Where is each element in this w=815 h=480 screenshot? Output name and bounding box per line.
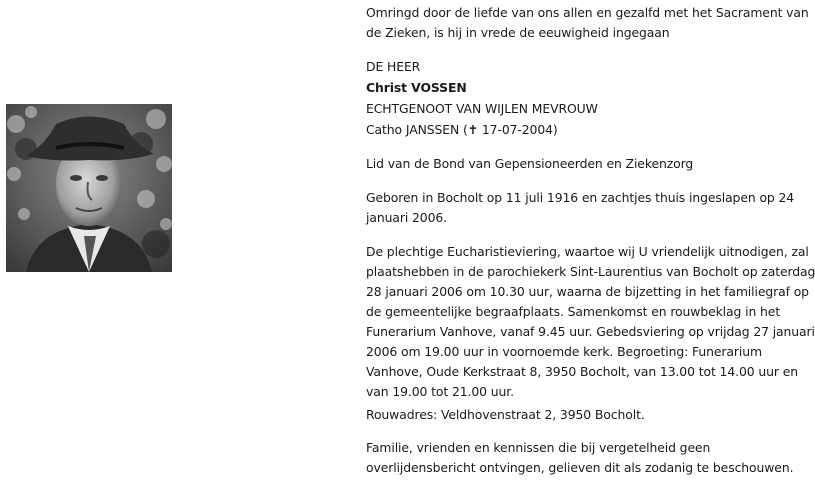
intro-line-2: de Zieken, is hij in vrede de eeuwigheid ingegaan (366, 25, 670, 40)
portrait-photo (6, 104, 172, 272)
ceremony-line-3: 28 januari 2006 om 10.30 uur, waarna de bijzetting in het familiegraf op (366, 284, 809, 299)
ceremony-line-1: De plechtige Eucharistieviering, waartoe wij U vriendelijk uitnodigen, zal (366, 244, 809, 259)
spouse-line-1: ECHTGENOOT VAN WIJLEN MEVROUW (366, 101, 598, 116)
ceremony-line-5: Funerarium Vanhove, vanaf 9.45 uur. Gebedsviering op vrijdag 27 januari (366, 324, 815, 339)
ceremony-line-2: plaatshebben in de parochiekerk Sint-Laurentius van Bocholt op zaterdag (366, 264, 815, 279)
deceased-name: Christ VOSSEN (366, 80, 467, 95)
mourning-address: Rouwadres: Veldhovenstraat 2, 3950 Bocholt. (366, 407, 645, 422)
honorific: DE HEER (366, 59, 421, 74)
closing-line-2: overlijdensbericht ontvingen, gelieven dit als zodanig te beschouwen. (366, 460, 794, 475)
intro-line-1: Omringd door de liefde van ons allen en gezalfd met het Sacrament van (366, 5, 809, 20)
portrait-illustration (6, 104, 172, 272)
membership: Lid van de Bond van Gepensioneerden en Ziekenzorg (366, 156, 694, 171)
ceremony-line-6: 2006 om 19.00 uur in voornoemde kerk. Begroeting: Funerarium (366, 344, 762, 359)
spouse-line-2: Catho JANSSEN (✝ 17-07-2004) (366, 122, 558, 137)
ceremony-line-7: Vanhove, Oude Kerkstraat 8, 3950 Bocholt, van 13.00 tot 14.00 uur en (366, 364, 798, 379)
ceremony-line-8: van 19.00 tot 21.00 uur. (366, 384, 514, 399)
birth-death-line-2: januari 2006. (366, 210, 447, 225)
birth-death-line-1: Geboren in Bocholt op 11 juli 1916 en zachtjes thuis ingeslapen op 24 (366, 190, 795, 205)
ceremony-line-4: de gemeentelijke begraafplaats. Samenkomst en rouwbeklag in het (366, 304, 781, 319)
closing-line-1: Familie, vrienden en kennissen die bij vergetelheid geen (366, 440, 711, 455)
